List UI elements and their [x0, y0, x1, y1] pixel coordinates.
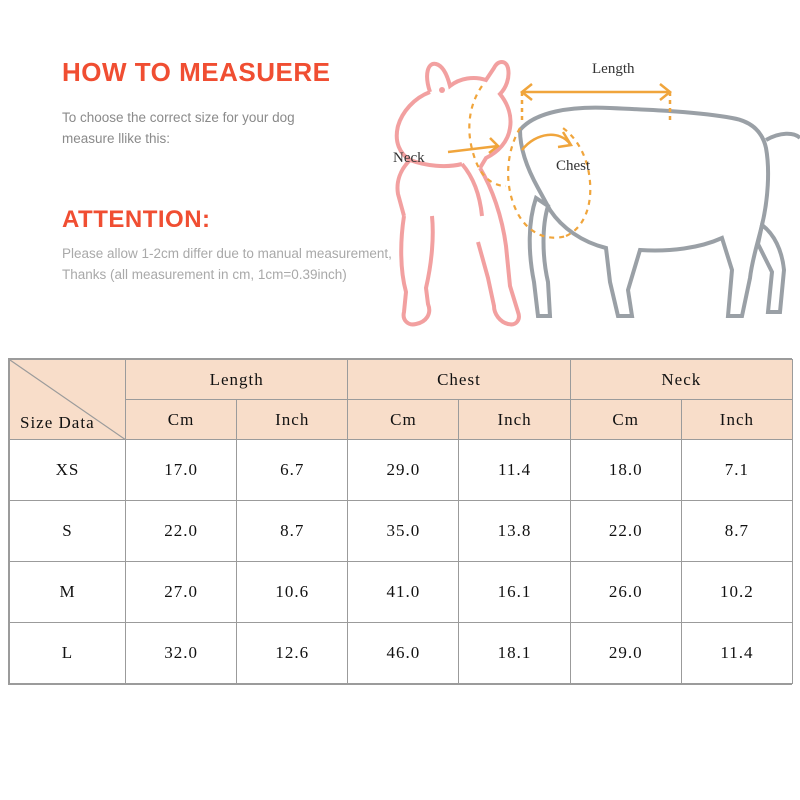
neck-arrow [448, 138, 498, 153]
size-table-container [8, 358, 792, 685]
attention-title: ATTENTION: [62, 206, 211, 233]
chest-arrow [522, 132, 571, 150]
how-to-measure-title: HOW TO MEASUERE [62, 57, 331, 87]
cell-chest-cm: 46.0 [348, 623, 459, 684]
label-chest: Chest [556, 158, 591, 174]
how-to-measure-description: To choose the correct size for your dog measure llike this: [62, 110, 295, 146]
cell-length-cm: 17.0 [126, 440, 237, 501]
size-table-body [10, 440, 793, 684]
dog-outline-shape [397, 62, 519, 324]
row-size-label: M [10, 562, 126, 623]
group-header-neck: Neck [570, 360, 792, 400]
dog-diagram-svg [370, 20, 800, 350]
cell-chest-inch: 18.1 [459, 623, 570, 684]
cell-neck-cm: 18.0 [570, 440, 681, 501]
group-header-length: Length [126, 360, 348, 400]
cell-length-cm: 27.0 [126, 562, 237, 623]
table-row [10, 623, 793, 684]
cell-chest-inch: 13.8 [459, 501, 570, 562]
cell-neck-cm: 29.0 [570, 623, 681, 684]
cell-length-inch: 6.7 [237, 440, 348, 501]
dog-measurement-illustration [370, 20, 800, 350]
table-header-row-groups [10, 360, 793, 400]
cell-length-inch: 10.6 [237, 562, 348, 623]
size-data-corner-cell [10, 360, 126, 440]
label-neck: Neck [393, 150, 425, 166]
unit-header-length-cm: Cm [126, 400, 237, 440]
unit-header-chest-inch: Inch [459, 400, 570, 440]
table-row [10, 501, 793, 562]
cell-chest-cm: 41.0 [348, 562, 459, 623]
cell-chest-cm: 29.0 [348, 440, 459, 501]
dog-body-shape [520, 108, 800, 316]
cell-neck-cm: 22.0 [570, 501, 681, 562]
cell-neck-inch: 7.1 [681, 440, 792, 501]
label-length: Length [592, 61, 635, 77]
table-header-row-units [10, 400, 793, 440]
cell-length-inch: 8.7 [237, 501, 348, 562]
unit-header-neck-inch: Inch [681, 400, 792, 440]
cell-neck-inch: 8.7 [681, 501, 792, 562]
table-row [10, 562, 793, 623]
unit-header-length-inch: Inch [237, 400, 348, 440]
attention-description: Please allow 1-2cm differ due to manual measurement, Thanks (all measurement in cm, 1cm=0.39inch) [62, 246, 392, 282]
size-table-head [10, 360, 793, 440]
row-size-label: L [10, 623, 126, 684]
cell-chest-inch: 11.4 [459, 440, 570, 501]
cell-neck-inch: 10.2 [681, 562, 792, 623]
cell-length-cm: 22.0 [126, 501, 237, 562]
cell-neck-cm: 26.0 [570, 562, 681, 623]
info-section [0, 0, 800, 356]
row-size-label: XS [10, 440, 126, 501]
cell-length-cm: 32.0 [126, 623, 237, 684]
cell-chest-cm: 35.0 [348, 501, 459, 562]
table-row [10, 440, 793, 501]
group-header-chest: Chest [348, 360, 570, 400]
cell-chest-inch: 16.1 [459, 562, 570, 623]
unit-header-neck-cm: Cm [570, 400, 681, 440]
unit-header-chest-cm: Cm [348, 400, 459, 440]
size-data-label: Size Data [20, 413, 95, 432]
cell-length-inch: 12.6 [237, 623, 348, 684]
row-size-label: S [10, 501, 126, 562]
cell-neck-inch: 11.4 [681, 623, 792, 684]
size-table [9, 359, 793, 684]
